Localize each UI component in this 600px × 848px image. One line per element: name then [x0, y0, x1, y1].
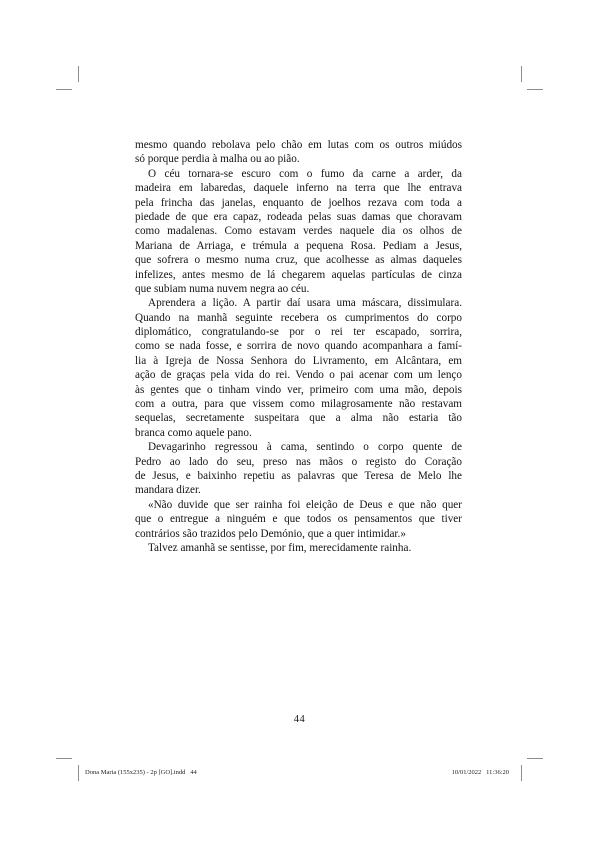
text-line: O céu tornara-se escuro com o fumo da carne a arder, da: [148, 167, 462, 180]
crop-mark-bottom-right-horizontal: [527, 758, 543, 759]
text-line: só porque perdia à malha ou ao pião.: [135, 153, 300, 166]
text-line: lia à Igreja de Nossa Senhora do Livramento, em Alcântara, em: [135, 354, 462, 367]
text-line: contrários são trazidos pelo Demónio, que a quer intimidar.»: [135, 527, 406, 540]
text-line: que sofrera o mesmo numa cruz, que acolhesse as almas daqueles: [135, 254, 462, 267]
text-line: mandara dizer.: [135, 484, 201, 497]
slug-line: [85, 769, 509, 776]
body-text-block: [135, 138, 462, 555]
crop-mark-bottom-right-vertical: [521, 765, 522, 781]
text-line: Pedro ao lado do seu, preso nas mãos o registo do Coração: [135, 455, 462, 468]
crop-mark-bottom-left-horizontal: [56, 758, 72, 759]
text-line: branca como aquele pano.: [135, 426, 252, 439]
text-line: sequelas, secretamente suspeitara que a alma não estaria tão: [135, 412, 462, 425]
text-line: Aprendera a lição. A partir daí usara uma máscara, dissimulara.: [148, 297, 462, 310]
slug-filename: Dona Maria (155x235) - 2p [GO].indd 44: [85, 769, 197, 776]
text-line: Talvez amanhã se sentisse, por fim, merecidamente rainha.: [148, 541, 412, 554]
text-line: ação de graças pela vida do rei. Vendo o pai acenar com um lenço: [135, 369, 462, 382]
text-line: às gentes que o tinham vindo ver, primeiro com uma mão, depois: [135, 383, 462, 396]
text-line: diplomático, congratulando-se por o rei ter escapado, sorrira,: [135, 326, 462, 339]
text-line: infelizes, antes mesmo de lá chegarem aquelas partículas de cinza: [135, 268, 462, 281]
text-line: como se nada fosse, e sorrira de novo quando acompanhara a famí-: [135, 340, 462, 353]
text-line: que subiam numa nuvem negra ao céu.: [135, 282, 310, 295]
text-line: como madalenas. Como estavam verdes naquele dia os olhos de: [135, 225, 462, 238]
text-line: piedade de que era capaz, rodeada pelas suas damas que choravam: [135, 210, 462, 223]
crop-mark-bottom-left-vertical: [78, 765, 79, 781]
text-line: Quando na manhã seguinte recebera os cumprimentos do corpo: [135, 311, 462, 324]
text-line: pela frincha das janelas, enquanto de joelhos rezava com toda a: [135, 196, 462, 209]
text-line: «Não duvide que ser rainha foi eleição de Deus e que não quer: [148, 498, 462, 511]
text-line: que o entregue a ninguém e que todos os pensamentos que tiver: [135, 513, 462, 526]
page-number: 44: [293, 714, 306, 725]
crop-mark-top-right-horizontal: [527, 89, 543, 90]
text-line: Mariana de Arriaga, e trémula a pequena Rosa. Pediam a Jesus,: [135, 239, 462, 252]
slug-timestamp: 10/01/2022 11:36:20: [451, 769, 509, 776]
text-line: madeira em labaredas, daquele inferno na terra que lhe entrava: [135, 182, 462, 195]
text-line: Devagarinho regressou à cama, sentindo o corpo quente de: [148, 441, 462, 454]
crop-mark-top-left-horizontal: [56, 89, 72, 90]
text-line: com a outra, para que vissem como milagrosamente não restavam: [135, 398, 462, 411]
text-line: de Jesus, e baixinho repetiu as palavras que Teresa de Melo lhe: [135, 469, 462, 482]
crop-mark-top-left-vertical: [78, 66, 79, 82]
crop-mark-top-right-vertical: [521, 66, 522, 82]
text-line: mesmo quando rebolava pelo chão em lutas com os outros miúdos: [135, 139, 462, 151]
